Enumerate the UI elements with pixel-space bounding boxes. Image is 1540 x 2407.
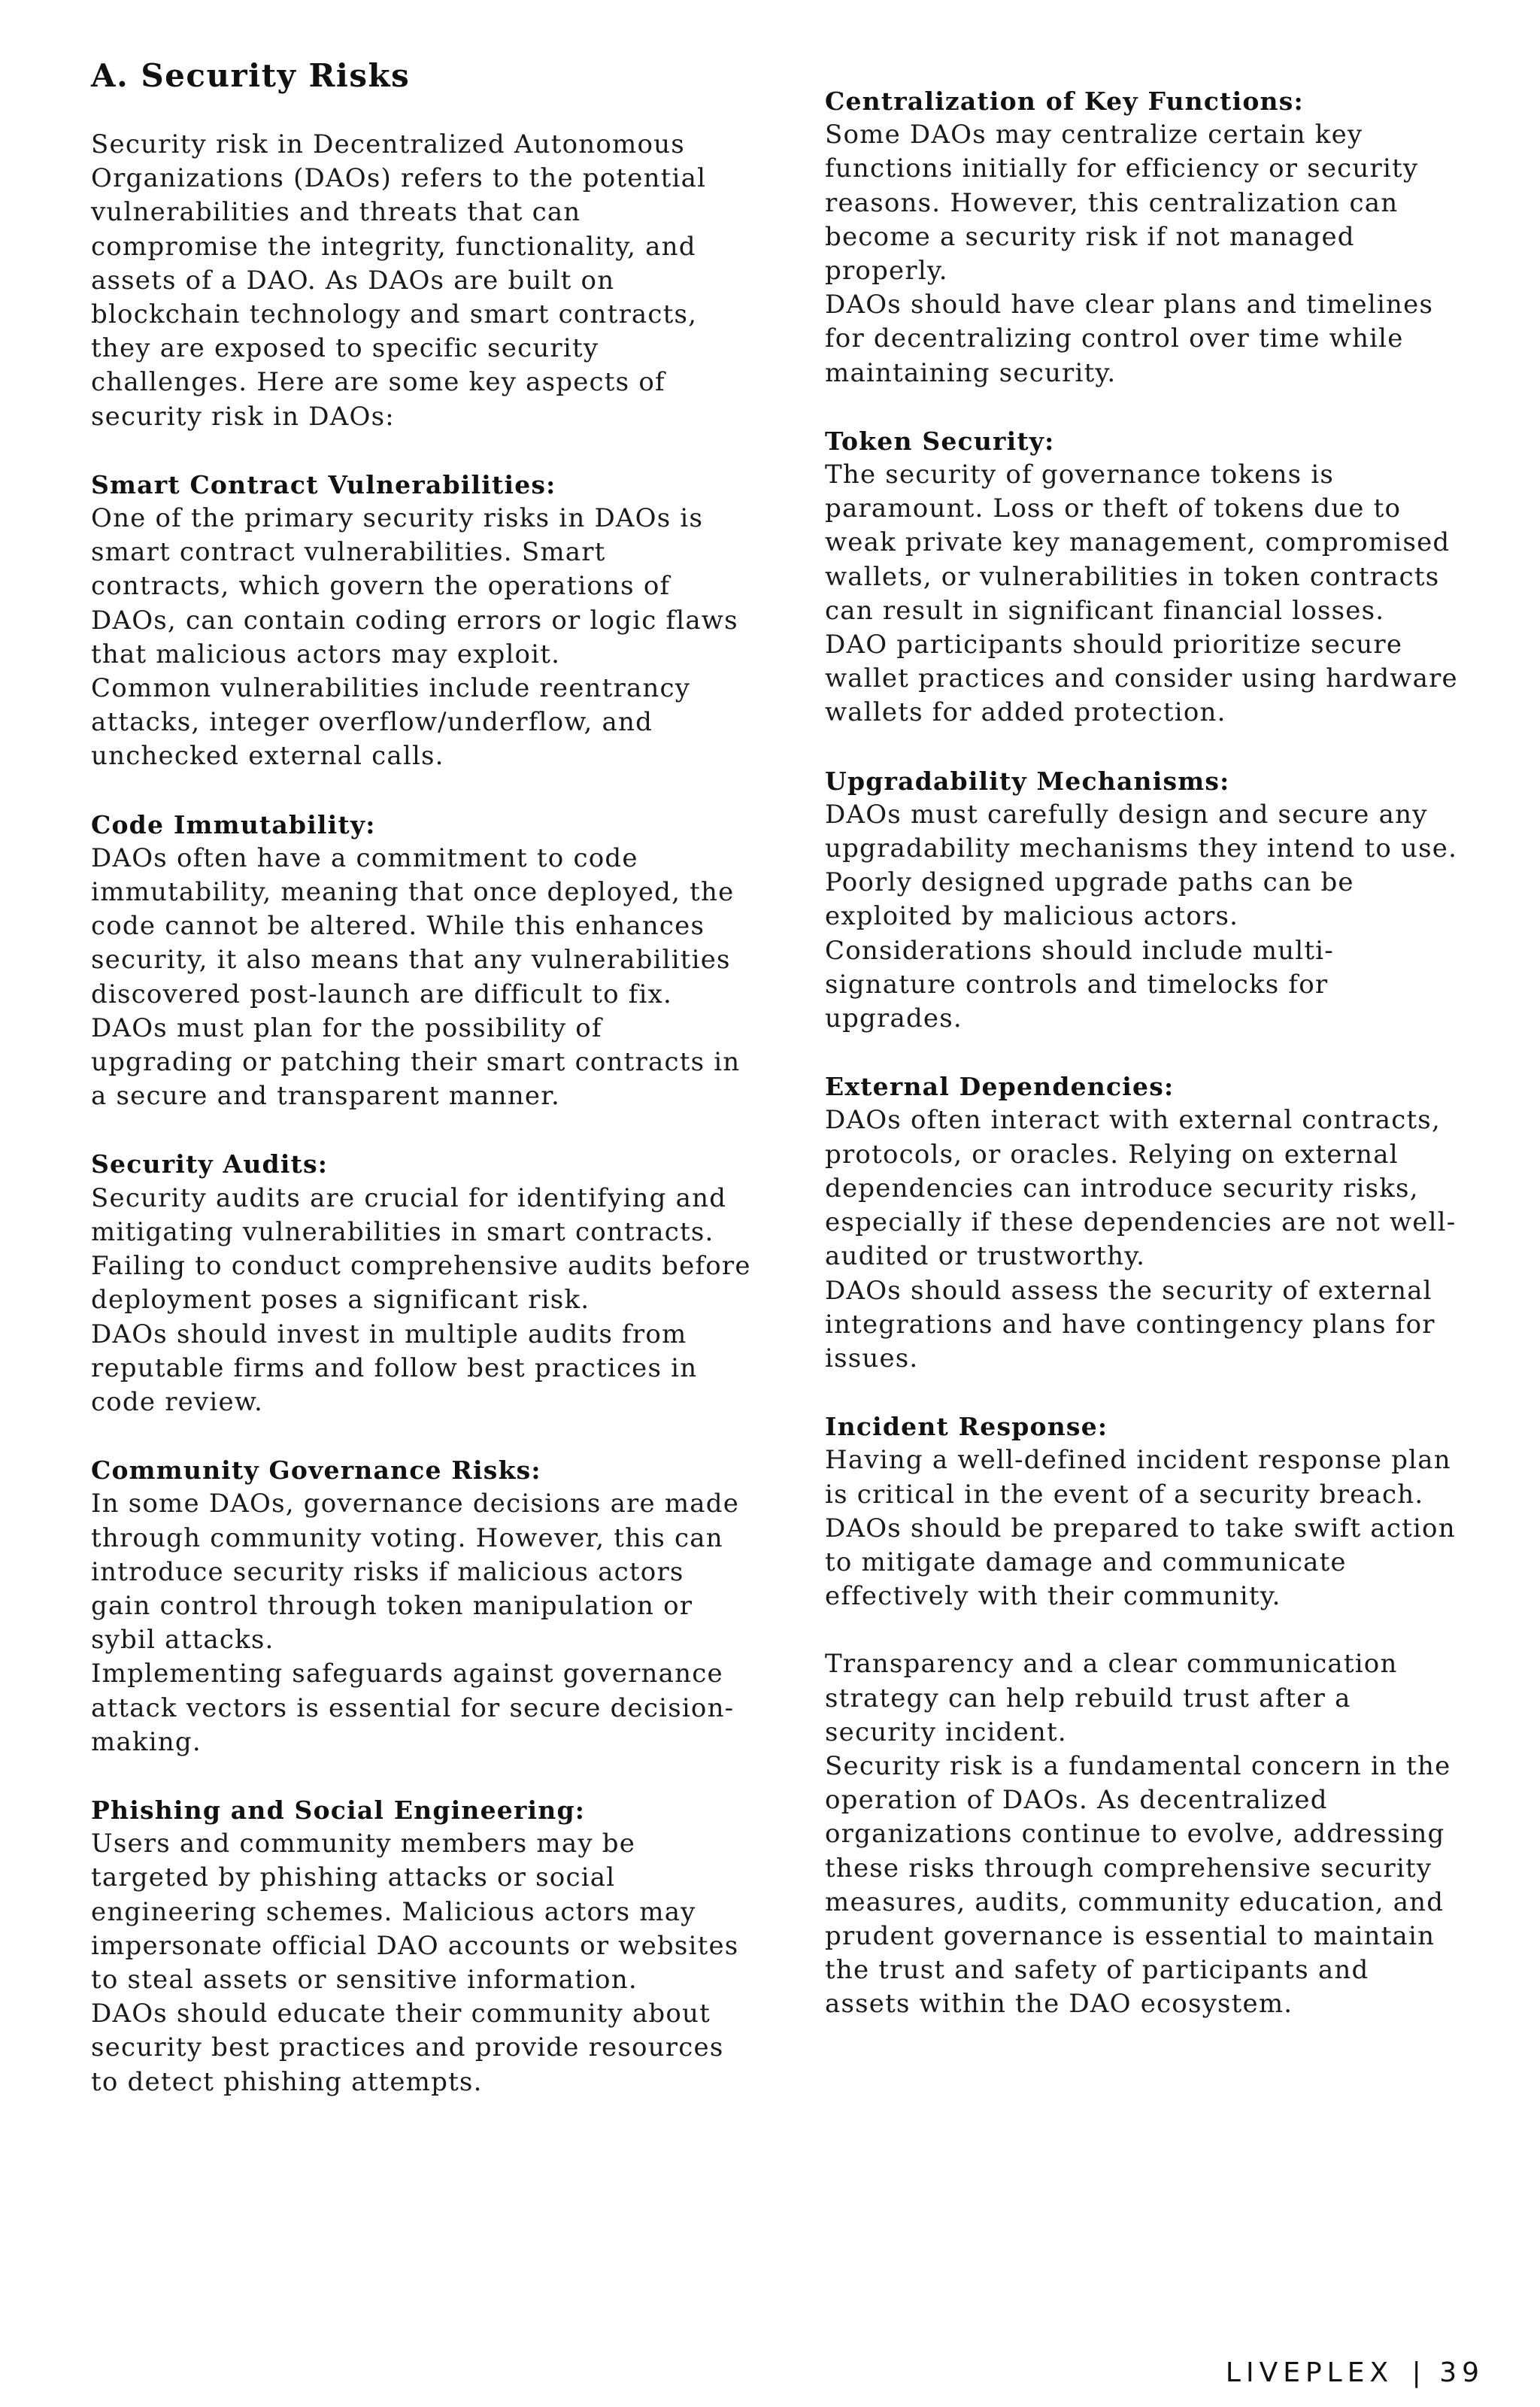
section-paragraph: DAOs should have clear plans and timelines for decentralizing control over time while maintaining security.	[825, 290, 1434, 388]
section-external-dependencies	[825, 1070, 1463, 1376]
section-smart-contract-vulnerabilities	[91, 468, 753, 774]
section-centralization-key-functions	[825, 84, 1463, 390]
section-paragraph: DAOs must carefully design and secure any upgradability mechanisms they intend to use. Poorly designed upgrade paths can be exploited by malicious actors.	[825, 799, 1458, 932]
section-paragraph: Users and community members may be targeted by phishing attacks or social engineering schemes. Malicious actors may impersonate official DAO accounts or websites to steal assets or sensitive information.	[91, 1829, 739, 1995]
section-paragraph: Having a well-defined incident response plan is critical in the event of a security breach. DAOs should be prepared to take swift action to mitigate damage and communicate effectively with their community.	[825, 1445, 1456, 1612]
section-paragraph: Considerations should include multi-signature controls and timelocks for upgrades.	[825, 935, 1334, 1034]
section-paragraph: DAOs often have a commitment to code immutability, meaning that once deployed, the code cannot be altered. While this enhances security, it also means that any vulnerabilities discovered post-launch are difficult to fix.	[91, 842, 735, 1009]
section-heading: Code Immutability:	[91, 809, 376, 839]
right-column	[825, 84, 1463, 2056]
closing-paragraph: Transparency and a clear communication strategy can help rebuild trust after a security incident.	[825, 1649, 1398, 1747]
section-paragraph: Common vulnerabilities include reentrancy attacks, integer overflow/underflow, and unchecked external calls.	[91, 673, 691, 772]
page-number: 39	[1439, 2357, 1484, 2388]
section-paragraph: DAOs must plan for the possibility of upgrading or patching their smart contracts in a secure and transparent manner.	[91, 1012, 741, 1112]
section-paragraph: Security audits are crucial for identifying and mitigating vulnerabilities in smart contracts. Failing to conduct comprehensive audits before deployment poses a significant risk.	[91, 1182, 751, 1316]
section-heading: Community Governance Risks:	[91, 1455, 541, 1486]
footer-separator: |	[1411, 2357, 1421, 2388]
section-heading: Centralization of Key Functions:	[825, 87, 1304, 116]
section-token-security	[825, 424, 1463, 730]
footer-brand: LIVEPLEX	[1225, 2357, 1394, 2388]
section-phishing-social-engineering	[91, 1793, 753, 2099]
section-community-governance-risks	[91, 1453, 753, 1759]
section-title: A. Security Risks	[91, 57, 411, 94]
section-heading: Phishing and Social Engineering:	[91, 1795, 586, 1825]
section-paragraph: DAOs should assess the security of external integrations and have contingency plans for issues.	[825, 1275, 1435, 1373]
intro-paragraph: Security risk in Decentralized Autonomous Organizations (DAOs) refers to the potential vulnerabilities and threats that can compromise the integrity, functionality, and assets of a DAO. As DAOs are built on blockchain technology and smart contracts, they are exposed to specific security challenges. Here are some key aspects of security risk in DAOs:	[91, 129, 707, 432]
section-code-immutability	[91, 808, 753, 1114]
intro-block	[91, 128, 753, 434]
section-upgradability-mechanisms	[825, 764, 1463, 1037]
section-paragraph: DAO participants should prioritize secure wallet practices and consider using hardware wallets for added protection.	[825, 630, 1458, 728]
section-paragraph: Implementing safeguards against governance attack vectors is essential for secure decision-making.	[91, 1659, 735, 1757]
section-paragraph: DAOs should invest in multiple audits from reputable firms and follow best practices in code review.	[91, 1319, 698, 1417]
section-paragraph: The security of governance tokens is paramount. Loss or theft of tokens due to weak private key management, compromised wallets, or vulnerabilities in token contracts can result in significant financial losses.	[825, 460, 1451, 626]
closing-paragraph: Security risk is a fundamental concern in the operation of DAOs. As decentralized organizations continue to evolve, addressing these risks through comprehensive security measures, audits, community education, and prudent governance is essential to maintain the trust and safety of participants and assets within the DAO ecosystem.	[825, 1750, 1451, 2020]
section-heading: Smart Contract Vulnerabilities:	[91, 469, 556, 499]
left-column	[91, 128, 753, 2133]
closing-block	[825, 1647, 1463, 2021]
section-incident-response	[825, 1410, 1463, 1613]
section-paragraph: Some DAOs may centralize certain key functions initially for efficiency or security reasons. However, this centralization can become a security risk if not managed properly.	[825, 120, 1419, 287]
section-paragraph: DAOs often interact with external contracts, protocols, or oracles. Relying on external dependencies can introduce security risks, especially if these dependencies are not well-audited or trustworthy.	[825, 1105, 1457, 1272]
section-heading: Security Audits:	[91, 1149, 329, 1179]
section-paragraph: DAOs should educate their community about security best practices and provide resources to detect phishing attempts.	[91, 1999, 724, 2097]
section-paragraph: In some DAOs, governance decisions are made through community voting. However, this can introduce security risks if malicious actors gain control through token manipulation or sybil attacks.	[91, 1489, 740, 1656]
section-security-audits	[91, 1147, 753, 1419]
section-heading: Incident Response:	[825, 1412, 1108, 1442]
page-footer	[1226, 2357, 1484, 2388]
section-heading: Upgradability Mechanisms:	[825, 766, 1230, 796]
section-paragraph: One of the primary security risks in DAOs is smart contract vulnerabilities. Smart contracts, which govern the operations of DAOs, can contain coding errors or logic flaws that malicious actors may exploit.	[91, 503, 738, 669]
section-heading: External Dependencies:	[825, 1072, 1175, 1102]
section-heading: Token Security:	[825, 426, 1055, 456]
